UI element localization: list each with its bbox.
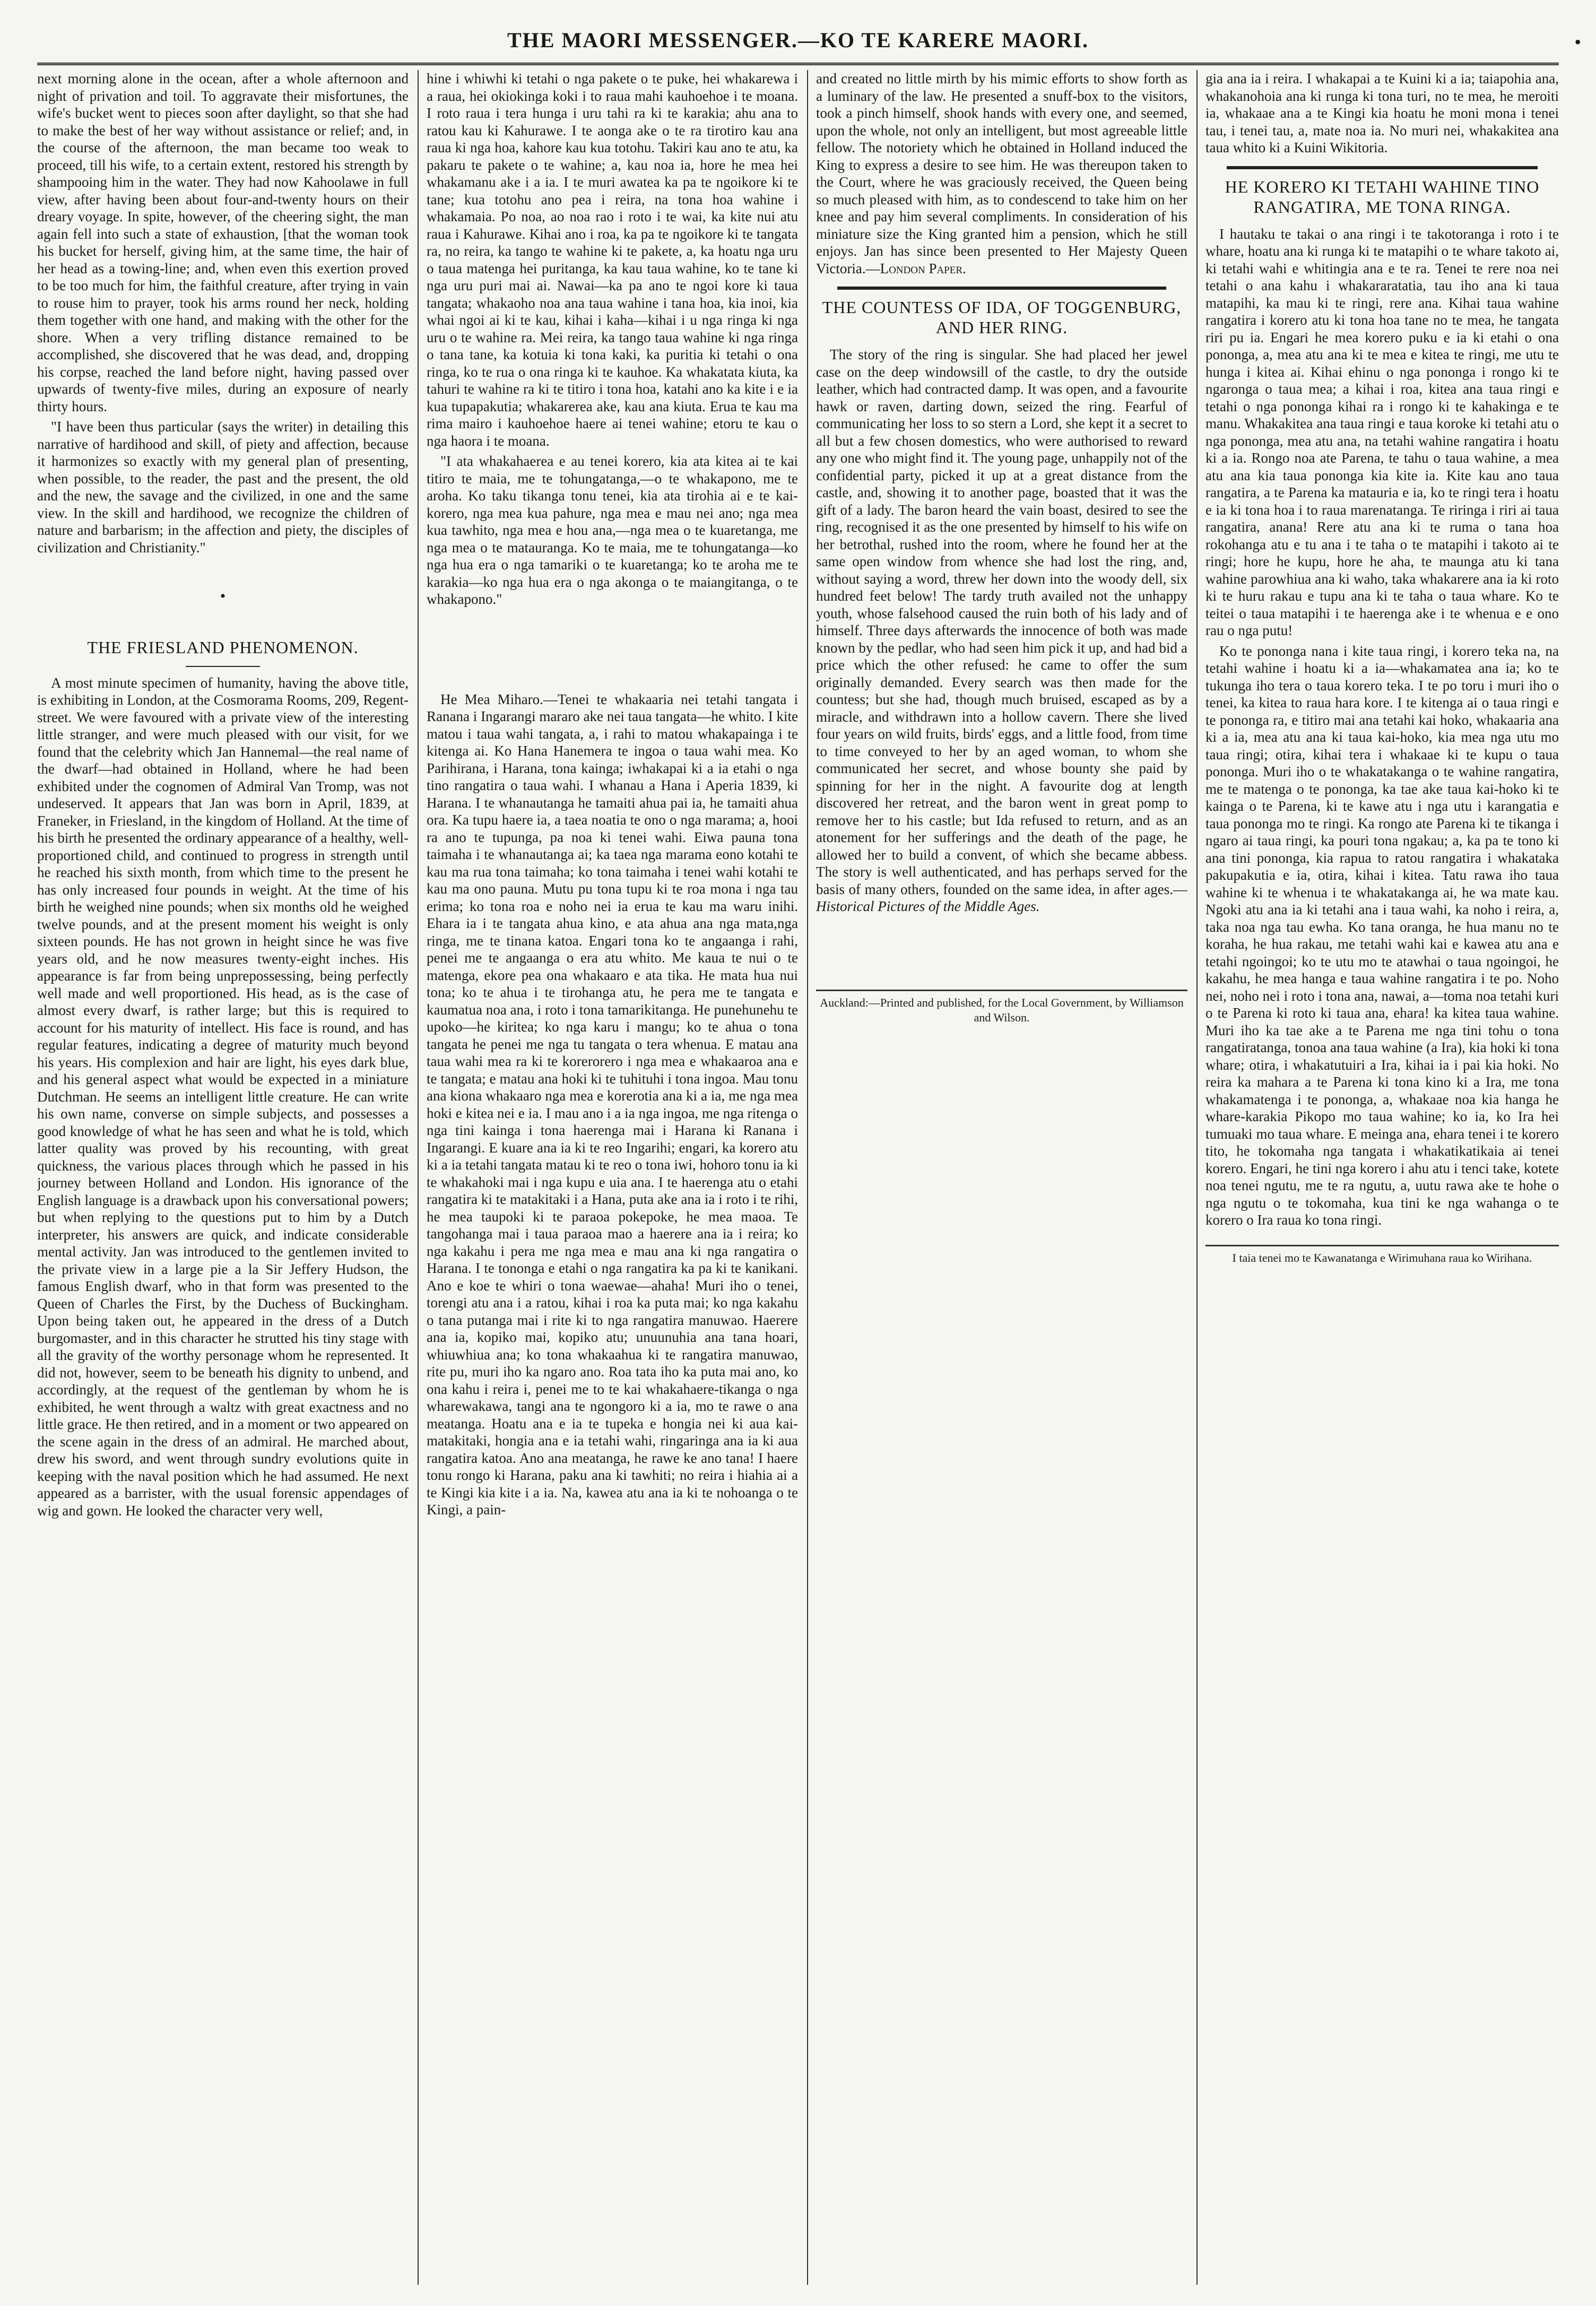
paragraph bbox=[816, 70, 1187, 277]
column-4 bbox=[1205, 70, 1559, 2285]
column-rule bbox=[418, 70, 419, 2285]
divider bbox=[837, 287, 1166, 290]
article-heading: HE KORERO KI TETAHI WAHINE TINO RANGATIRA, ME TONA RINGA. bbox=[1225, 177, 1540, 216]
paragraph: "I have been thus particular (says the writer) in detailing this narrative of hardihood and skill, of piety and affection, because it harmonizes so exactly with my general plan of presenting, when possible, to the reader, the past and the present, the old and the new, the savage and the civilized, in one and the same view. In the skill and hardihood, we recognize the children of nature and barbarism; in the affection and piety, the disciples of civilization and Christianity." bbox=[37, 419, 409, 556]
column-rule bbox=[807, 70, 808, 2285]
paragraph: gia ana ia i reira. I whakapai a te Kuini ki a ia; taiapohia ana, whakanohoia ana ki runga ki tona turi, no te mea, he meroiti ia, whakaae ana a te Kingi kia hoatu he moni mona i tenei tau, i tenei tau, a, mate noa ia. No muri nei, whakakitea ana taua whito ki a Kuini Wikitoria. bbox=[1205, 71, 1559, 155]
divider bbox=[1227, 166, 1538, 169]
column-rule bbox=[1196, 70, 1198, 2285]
paragraph: "I ata whakahaerea e au tenei korero, kia ata kitea ai te kai titiro te maia, me te tohungatanga,—o te whakapono, me te aroha. Ko taku tikanga tonu tenei, kia ata tirohia ai e te kai-korero, nga mea kua pahure, nga mea e mau nei ano; nga mea kua tawhito, nga mea e hou ana,—nga mea o te kuaretanga, me nga mea o te matauranga. Ko te maia, me te tohungatanga—ko nga hua era o nga tamariki o te kuaretanga; ko te aroha me te karakia—ko nga hua era o nga akonga o te maiangitanga, o te whakapono." bbox=[427, 453, 798, 607]
paragraph-text: The story of the ring is singular. She had placed her jewel case on the deep windowsill of the castle, to dry the outside leather, which had contracted damp. It was open, and a favourite hawk or raven, darting down, seized the ring. Fearful of communicating her loss to so stern a Lord, she kept it a secret to all but a few chosen domestics, who were authorised to reward any one who might find it. The young page, unhappily not of the confidential party, picked it up at a great distance from the castle, and, showing it to another page, boasted that it was the gift of a lady. The baron heard the vain boast, desired to see the ring, recognised it as the one presented by himself to his wife on her betrothal, rushed into the room, where he found her at the same open window from whence she had lost the ring, and, without saying a word, threw her down into the woody dell, six hundred feet below! The tardy truth availed not the unhappy youth, whose falsehood caused the ruin both of his lady and of himself. Three days afterwards the innocence of both was made known by the pedlar, who had seen him pick it up, and had bid a price which the other refused: he came to offer the sum originally demanded. Every search was then made for the countess; but she had, though much bruised, escaped as by a miracle, and withdrawn into a hollow cavern. There she lived four years on wild fruits, birds' eggs, and a little food, from time to time conveyed to her by an aged woman, to whom she communicated her secret, and whose bounty she paid by spinning for her in the night. A favourite dog at length discovered her retreat, and the baron went in great pomp to remove her to his castle; but Ida refused to return, and as an atonement for her sufferings and the death of the page, he allowed her to build a convent, of which she became abbess. The story is well authenticated, and has perhaps served for the basis of many others, founded on the same idea, in after ages.— bbox=[816, 346, 1187, 897]
paragraph: He Mea Miharo.—Tenei te whakaaria nei tetahi tangata i Ranana i Ingarangi mararo ake nei taua tangata—he whito. I kite matou i taua wahi tangata, a, i rahi to matou whakapainga i te kitenga ai. Ko Hana Hanemera te ingoa o taua wahi mea. Ko Parihirana, i Harana, tona kainga; iwhakapai ki a ia etahi o nga tino rangatira o taua wahi. I whanau a Hana i Aperia 1839, ki Harana. I te whanautanga he tamaiti ahua pai ia, he tamaiti ahua ora. Ka tupu haere ia, a taea noatia te ono o nga marama; a, hooi ra ano te tupunga, pa noa ki tenei wahi. Eiwa pauna tona taimaha i te whanautanga ai; ka taea nga marama eono kotahi te kau ma rua tona taimaha; ko tona taimaha i tenei wahi kotahi te kau ma ono pauna. Mutu pu tona tupu ki te roa mona i nga tau erima; ko tona roa e noho nei ia erua te kau ma waru inihi. Ehara ia i te tangata ahua kino, e ata ahua ana nga mata,nga ringa, me te tinana katoa. Engari tona ko te angaanga i rahi, penei me te angaanga o era atu whito. Me kaua te nui o te matenga, ekore pea ona whakaaro e ata tika. He mata hua nui tona; ko te ahua i te tirohanga atu, he pera me te tangata e kaumatua noa ana, i roto i tona tamarikitanga. He punehunehu te upoko—he kiritea; ko nga karu i mangu; ko te ahua o tona tangata he penei me nga tu tangata o tera whenua. E matau ana taua wahi mea ra ki te korerorero i nga mea e whakaaroa ana e te tangata; e matau ana hoki ki te tuhituhi i tona ingoa. Mau tonu ana kiona whakaaro nga mea e korerotia ana ki a ia, me nga mea hoki e kitea nei e ia. I mau ano i a ia nga ingoa, me nga ritenga o nga tini kainga i tona haerenga mai i Harana ki Ranana i Ingarangi. E kuare ana ia ki te reo Ingarihi; engari, ka korero atu ki a ia tetahi tangata matau ki te reo o tona iwi, hohoro tonu ia ki te whakahoki mai i nga kupu e uia ana. I te haerenga atu o etahi rangatira ki te matakitaki i a Hana, puta ake ana ia i roto i te rihi, he mea taupoki ki te paraoa pokepoke, he mea maoa. Te tangohanga mai i taua paraoa mao a haerere ana ia i reira; ko nga kakahu i pera me nga mea e mau ana ki nga rangatira o Harana. I te tononga e etahi o nga rangatira ka pa ki te kanikani. Ano e koe te whiri o tona waewae—ahaha! Muri iho o tenei, torengi atu ana i a ratou, kihai i roa ka puta mai; ko nga kakahu o tana putanga mai i rite ki to nga rangatira manuwao. Haerere ana ia, kopiko mai, kopiko atu; unuunuhia ana tana hoari, whiuwhiua ana; ko tona whakaahua ki te rangatira manuwao, rite pu, muri iho ka ngaro ano. Roa tata iho ka puta mai ano, ko ona kahu i reira i, penei me to te kai whakahaere-tikanga o nga wharewakawa, tangi ana te ngongoro ki a ia, mo te rawe o ana meatanga. Hoatu ana e ia te tupeka e hongia nei ki aua kai-matakitaki, hongia ana e ia tetahi wahi, ringaringa ana ia ki aua rangatira katoa. Ano ana meatanga, he rawe ke ano tana! I haere tonu rongo ki Harana, paku ana ki tawhiti; no reira i hiahia ai a te Kingi kia kite i a ia. Na, kawea atu ana ia ki te nohoanga o te Kingi, a pain- bbox=[427, 691, 798, 1518]
column-1 bbox=[37, 70, 409, 2285]
page-mark-icon: • bbox=[1574, 31, 1581, 53]
source-credit: Historical Pictures of the Middle Ages. bbox=[816, 898, 1040, 914]
paragraph: A most minute specimen of humanity, having the above title, is exhibiting in London, at the Cosmorama Rooms, 209, Regent-street. We were favoured with a private view of the interesting little stranger, and were much pleased with our visit, for we found that the celebrity which Jan Hannemal—the real name of the dwarf—had obtained in Holland, where he had been exhibited under the cognomen of Admiral Van Tromp, was not undeserved. It appears that Jan was born in April, 1839, at Franeker, in Friesland, in the kingdom of Holland. At the time of his birth he presented the ordinary appearance of a healthy, well-proportioned child, and continued to progress in strength until he reached his sixth month, from which time to the present he has only increased four pounds in weight. At the time of his birth he weighed nine pounds; when six months old he weighed twelve pounds, and at the present moment his weight is only sixteen pounds. He has not grown in height since he was five years old, and he now measures twenty-eight inches. His appearance is far from being unprepossessing, being perfectly well made and well proportioned. His head, as is the case of almost every dwarf, is rather large; but this is required to account for his maturity of intellect. His face is round, and has regular features, indicating a degree of maturity much beyond his years. His complexion and hair are light, his eyes dark blue, and his general aspect what would be expected in a miniature Dutchman. He seems an intelligent little creature. He can write his own name, converse on simple subjects, and possesses a good knowledge of what he has seen and what he is told, which latter quality was proved by his recounting, with great quickness, the various places through which he passed in his journey between Holland and London. His ignorance of the English language is a drawback upon his conversational powers; but when replying to the questions put to him by a Dutch interpreter, his answers are quick, and indicate considerable mental activity. Jan was introduced to the gentlemen invited to the private view in a large pie a la Sir Jeffery Hudson, the famous English dwarf, who in that form was presented to the Queen of Charles the First, by the Duchess of Buckingham. Upon being taken out, he appeared in the dress of a Dutch burgomaster, and in this character he strutted his tiny stage with all the gravity of the worthy personage whom he represented. It did not, however, seem to be beneath his dignity to unbend, and accordingly, at the request of the gentleman by whom he is exhibited, he went through a waltz with great exactness and no little grace. He then retired, and in a moment or two appeared on the scene again in the dress of an admiral. He marched about, drew his sword, and went through sundry evolutions quite in keeping with the naval position which he had assumed. He next appeared as a barrister, with the usual forensic appendages of wig and gown. He looked the character very well, bbox=[37, 674, 409, 1519]
paragraph bbox=[816, 346, 1187, 915]
source-credit: London Paper. bbox=[880, 260, 966, 276]
paragraph: I hautaku te takai o ana ringi i te takotoranga i roto i te whare, hoatu ana ki runga ki te matapihi o te whare takoto ai, ki tetahi wahi e whitingia ana e te ra. Tenei te rere noa nei tetahi o ana kahu i whakararatatia, tau iho ana ki taua matapihi, ka mau ki te ringi, rere ana. Kihai taua wahine rangatira i korero atu ki tona hoa tane no te mea, he tangata riri pu ia. Engari he mea korero puku e ia ki etahi o ona pononga, a, mea atu ana ki te mea e kitea te ringi, me utu te hunga i kitea ai. Kihai ehinu o nga pononga i rongo ki te ngaronga o taua mea; a kihai i roa, kitea ana taua ringi e tetahi o nga pononga kihai ra i rongo ki te kahakinga e te manu. Whakakitea ana taua ringi e taua koroke ki tetahi atu o nga pononga, mea atu ana, na tetahi wahine rangatira i hoatu ki a ia. Rongo noa ate Parena, te tahu o taua wahine, a mea atu ana kia taua pononga kia kite ia. Kite kau ano taua rangatira, a te Parena ka matauria e ia, ko te ringi tera i hoatu e ia ki tona hoa i to raua marenatanga. Te riringa i riri ai taua rangatira, anana! Rere atu ana ki te ruma o tana hoa rokohanga atu e tu ana i te taha o te matapihi i takoto ai te ringi; hore he kupu, hore he aha, te maunga atu ki tana wahine parowhiua ana ki waho, taka whakarere ana ia ki roto ki te huru rakau e tupu ana ki te taha o taua whare. Ko te teitei o taua matapihi i te haerenga ake i te whenua e e ono rau o nga putu! bbox=[1205, 226, 1559, 638]
article-heading: THE COUNTESS OF IDA, OF TOGGENBURG, AND HER RING. bbox=[822, 298, 1182, 337]
paragraph: Ko te pononga nana i kite taua ringi, i korero teka na, na tetahi wahine i hoatu ki a ia—whakamatea ana ia; ko te tukunga iho tera o taua korero teka. I te po toru i muri iho o tenei, ka kitea to raua hara kore. I te kitenga ai o taua ringi e te pononga ra, e titiro mai ana tetahi kai hoko, whakaaria ana ki a ia, mea atu ana ki taua kai-hoko, kia mea nga utu mo taua ringi; otira, kihai tera i whakaae ki te kupu o taua pononga. Muri iho o te whakatakanga o te wahine rangatira, me te matenga o te pononga, ka tae ake taua kai-hoko ki te kainga o te Parena, ki te kawe atu i nga utu i karangatia e taua pononga mo te ringi. Ka rongo ate Parena ki te tikanga i ngaro ai taua ringi, ka pouri tona ngakau; a, ka pa te tono ki ana tini pononga, kia rapua to ratou rangatira i whakataka pakupakutia e ia, otira, kihai i kitea. Tatu rawa iho taua wahine ki te whenua i te whakatakanga ai, he wa mate kau. Ngoki atu ana ia ki tetahi ana i taua wahi, ka noho i reira, a, taka noa nga tau ewha. Ko tana oranga, he hua manu no te koraha, he hua rakau, me tetahi wahi kai e kawea atu ana e tetahi ngoingoi; ko te utu mo te atawhai o taua ngoingoi, he kakahu, he mea hanga e taua wahine rangatira i te po. Noho nei, noho nei i roto i tona ana, nawai, a—toma noa tetahi kuri o te Parena ki roto ki taua ana, ehara! ka kitea taua wahine. Muri iho ka tae ake a te Parena me nga tini tohu o tona rangatiratanga, tonoa ana taua wahine (a Ira), kia hoki ki tona whare; otira, i whakatutuiri a Ira, kihai ia i pai kia hoki. No reira ka mahara a te Parena ki tona kino ki a Ira, me tona whakamatenga i te pononga, a, whakaae noa kia hanga he whare-karakia Pikopo mo taua wahine; ko ia, ko Ira hei tumuaki mo taua whare. E meinga ana, ehara tenei i te korero tito, he tokomaha nga tangata i whakatikatikaia ai tenei korero. Engari, he tini nga korero i ahu atu i tenci take, kotete noa tenei ngutu, me te ra ngutu, a, uutu rawa ake te hohe o nga ngutu o te tokomaha, kua tini ke nga wahanga o te korero o Ira raua ko tona ringi. bbox=[1205, 643, 1559, 1228]
paragraph: hine i whiwhi ki tetahi o nga pakete o te puke, hei whakarewa i a raua, hei okiokinga koki i to raua mahi kauhoehoe i te moana. I roto raua i tera hunga i uru tahi ra ki te karakia; ahu ana to ratou kau ki Kahurawe. I te aonga ake o te ra tirotiro kau ana raua ki nga hoa, kahore kau kua totohu. Takiri kau ano te atu, ka pakaru te pakete o te wahine; a, kau noa ia, hore he mea hei whakamanu ake i a ia. I te muri awatea ka pa te ngoikore ki te tane; kua totohu ano pea i reira, na tona hoa wahine i whakamaia. Po noa, ao noa rao i roto i te wai, ka kite nui atu raua i Kahurawe. Kihai ano i roa, ka pa te ngoikore ki te tangata ra, no reira, ka tango te wahine ki te pakete, a, ka hoatu nga uru o taua matenga hei puritanga, ka kau taua wahine, ko te tane ki nga uru puri mai ai. Nawai—ka pa ano te ngoi kore ki taua tangata; whakaoho noa ana taua wahine i tana hoa, kia inoi, kia whai ngoi ai ki te kau, kihai i kaha—kihai i u nga ringa ki nga uru o te wahine ra. Mei reira, ka tango taua wahine ki nga ringa o tana tane, ka kotuia ki tona kaki, ka puritia ki tetahi o ona ringa, ko te rua o ona ringa ki te kauhoe. Ka whakatata kiuta, ka tahuri te wahine ra ki te titiro i tona hoa, katahi ano ka kite i e ia kua tupapakutia; whakarerea ake, kau ana kiuta. Erua te kau ma rima mairo i kauhoehoe haere ai tenei wahine; etoru te kau o nga haora i te moana. bbox=[427, 71, 798, 449]
masthead: THE MAORI MESSENGER.—KO TE KARERE MAORI. bbox=[37, 28, 1559, 65]
printer-footer: I taia tenei mo te Kawanatanga e Wirimuhana raua ko Wirihana. bbox=[1205, 1245, 1559, 1265]
paragraph: next morning alone in the ocean, after a whole afternoon and night of privation and toil. To aggravate their misfortunes, the wife's bucket went to pieces soon after daylight, so that she had to make the best of her way without assistance or relief; and, in the course of the afternoon, the man became too weak to proceed, till his wife, to a certain extent, restored his strength by shampooing him in the water. They had now Kahoolawe in full view, after having been about four-and-twenty hours on their dreary voyage. In spite, however, of the cheering sight, the man again fell into such a state of exhaustion, [that the woman took his bucket for herself, giving him, at the same time, the hair of her head as a towing-line; and, when even this exertion proved to be too much for him, the faithful creature, after trying in vain to rouse him to prayer, took his arms round her neck, holding them together with one hand, and making with the other for the shore. When a very trifling distance remained to be accomplished, she discovered that he was dead, and, dropping his corpse, reached the land before night, having passed over upwards of twenty-five miles, during an exposure of nearly thirty hours. bbox=[37, 71, 409, 414]
divider bbox=[186, 666, 260, 667]
column-3 bbox=[816, 70, 1187, 2285]
columns bbox=[37, 70, 1559, 2285]
article-heading: THE FRIESLAND PHENOMENON. bbox=[87, 637, 359, 657]
printer-footer: Auckland:—Printed and published, for the Local Government, by Williamson and Wilson. bbox=[816, 990, 1187, 1025]
bullet-ornament-icon: • bbox=[220, 587, 226, 605]
spacer bbox=[427, 611, 798, 691]
paragraph-text: and created no little mirth by his mimic efforts to show forth as a luminary of the law. He presented a snuff-box to the visitors, took a pinch himself, shook hands with every one, and seemed, upon the whole, not only an intelligent, but most agreeable little fellow. The notoriety which he obtained in Holland induced the King to express a desire to see him. He was thereupon taken to the Court, where he was graciously received, the Queen being so much pleased with him, as to condescend to take him on her knee and pay him several compliments. In consideration of his miniature size the King granted him a pension, which he still enjoys. Jan has since been presented to Her Majesty Queen Victoria.— bbox=[816, 71, 1187, 276]
column-2 bbox=[427, 70, 798, 2285]
